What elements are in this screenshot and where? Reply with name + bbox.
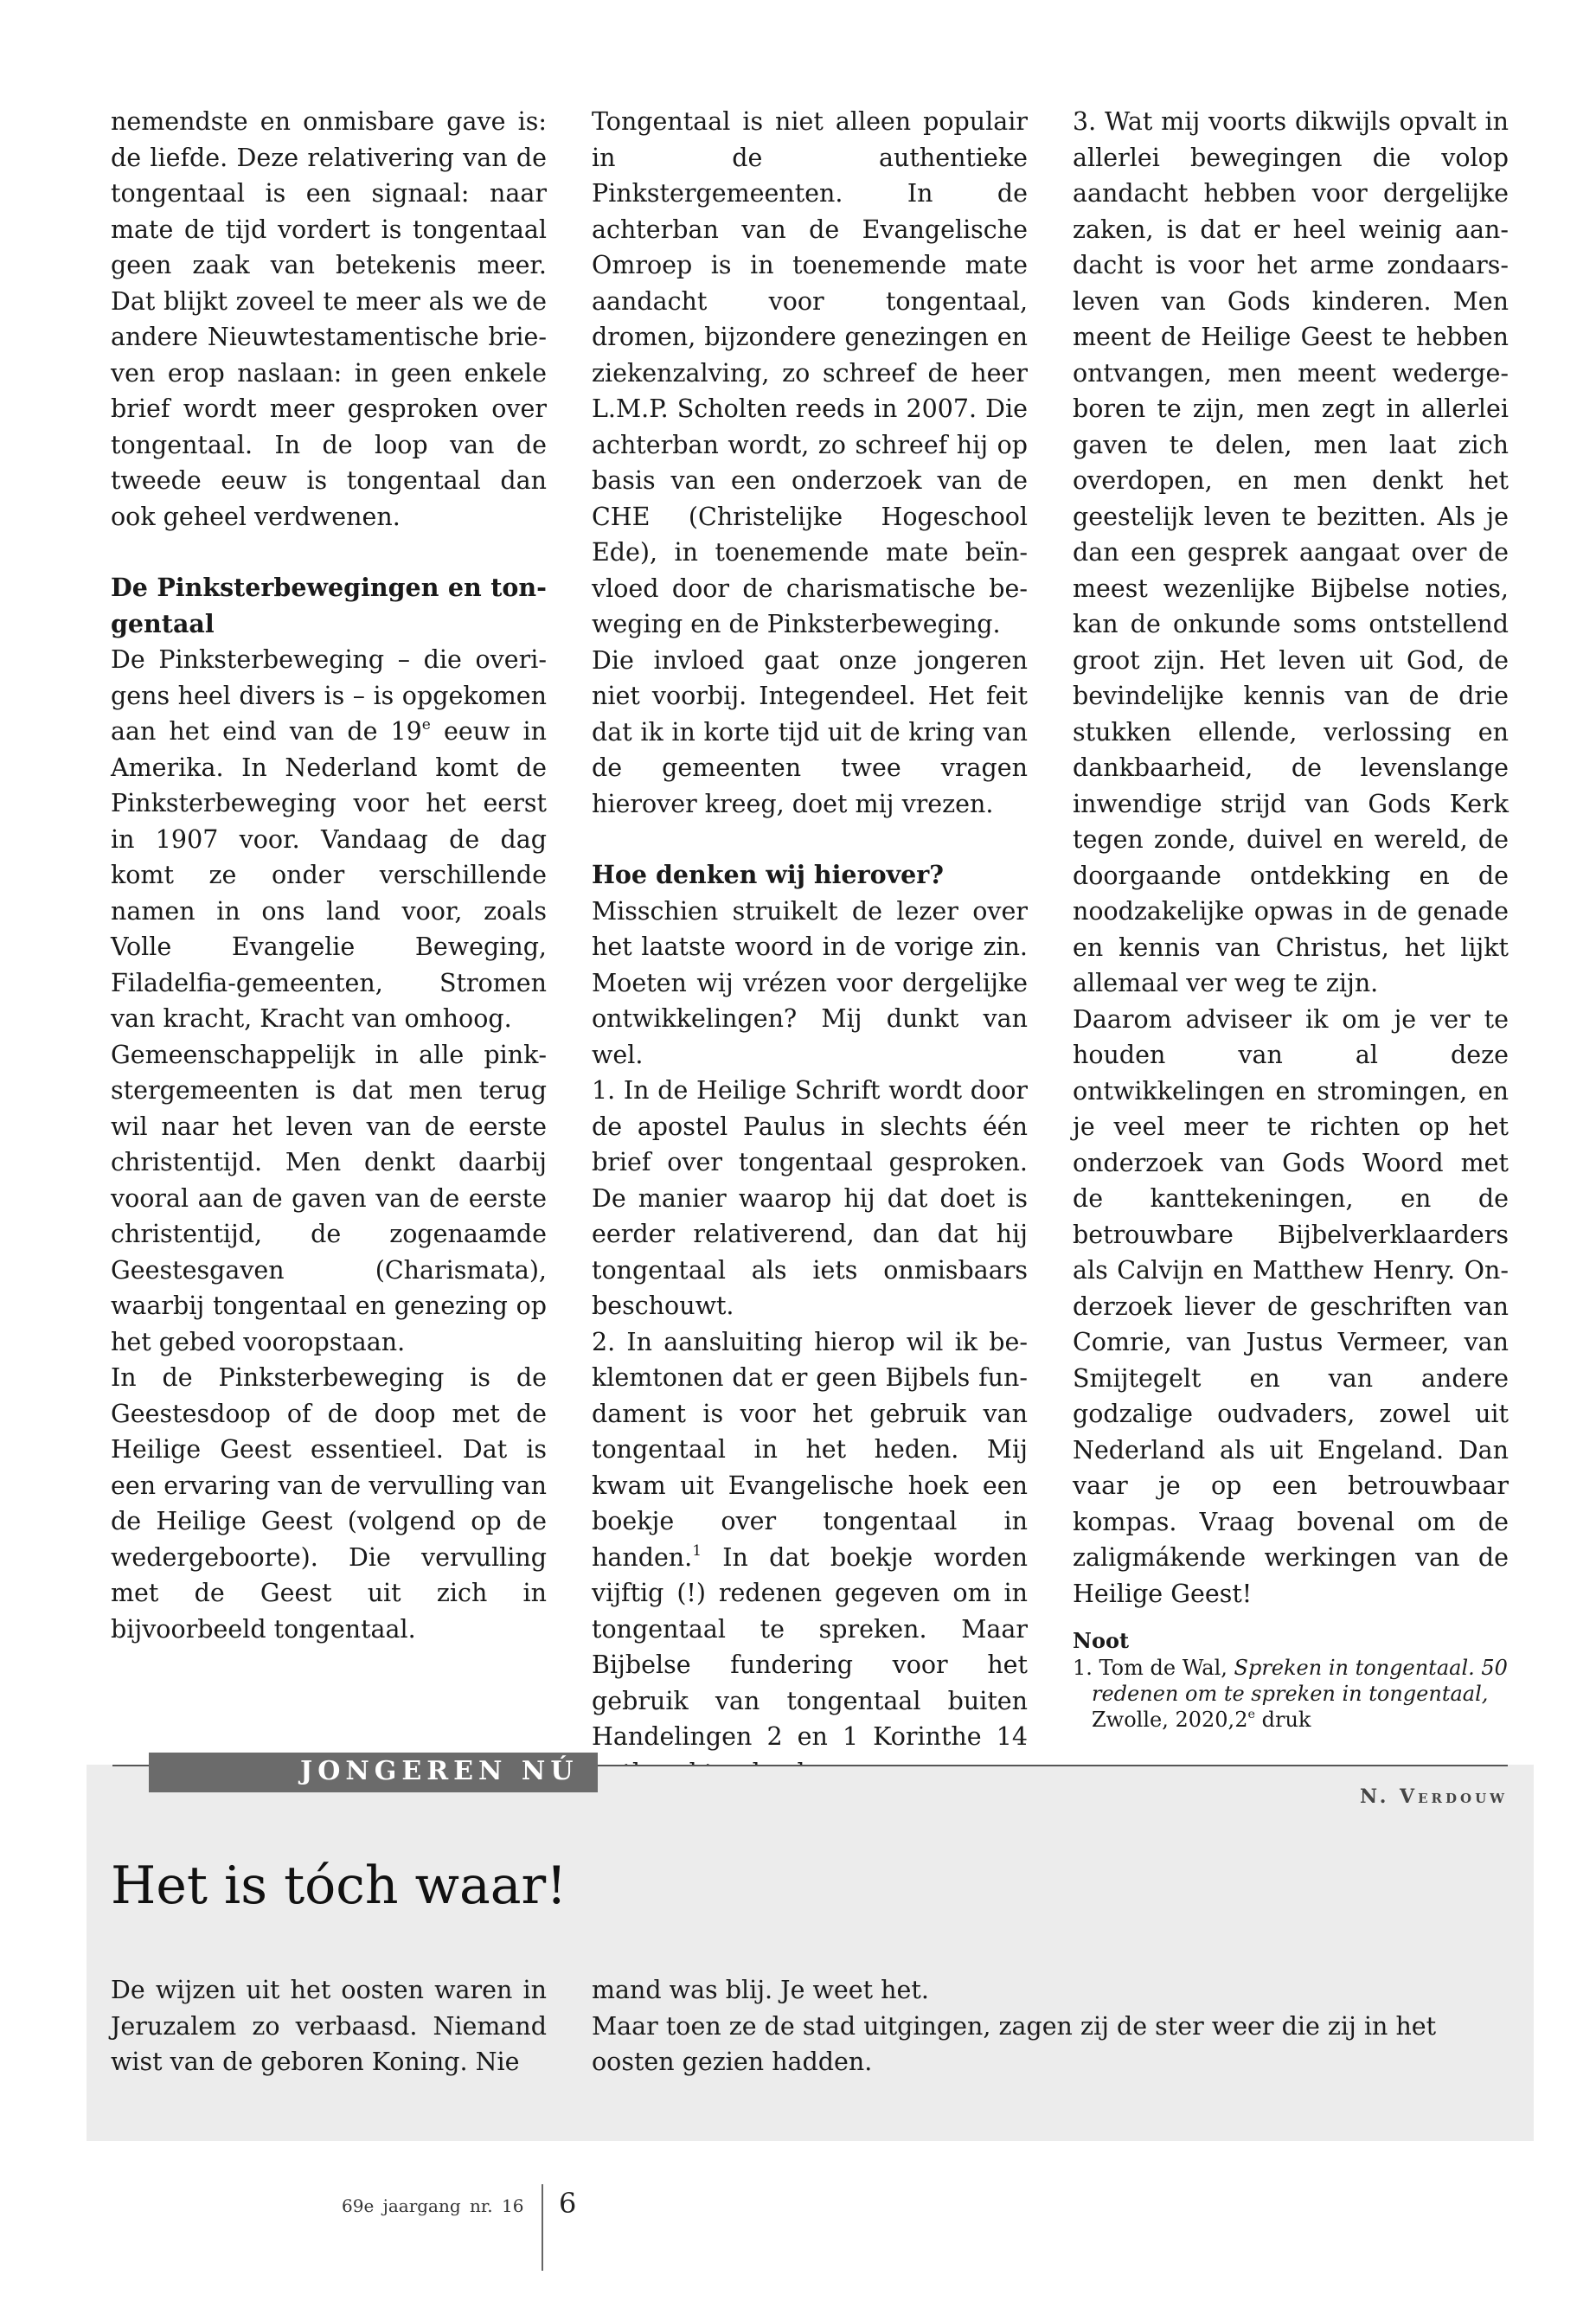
paragraph: Misschien struikelt de lezer over het laatste woord in de vorige zin. Moeten wij vrézen voor dergelijke ontwikkelingen? Mij dunkt van wel. xyxy=(592,896,1028,1069)
section-heading-hoe-denken-wij: Hoe denken wij hierover? xyxy=(592,860,945,889)
paragraph: 2. In aansluiting hierop wil ik beklemtonen dat er geen Bijbels fundament is voor het gebruik van tongentaal in het heden. Mij kwam uit Evangelische hoek een boekje over tongentaal in handen.$^1$ In dat boekje worden vijftig (!) redenen gegeven om in tongentaal te spreken. Maar Bijbelse fundering voor het gebruik van tongentaal buiten Handelingen 2 en 1 Korinthe 14 xyxy=(592,1327,1028,1751)
author-name: N. Verdouw xyxy=(1360,1785,1508,1808)
article-column-2 xyxy=(592,104,1028,1791)
footnotes-heading: Noot xyxy=(1073,1628,1130,1653)
paragraph: Maar toen ze de stad uitgingen, zagen zij de ster weer die zij in het oosten gezien hadden. xyxy=(592,2011,1437,2076)
divider xyxy=(112,1765,149,1766)
footnote-reference: 1 xyxy=(692,1541,702,1560)
section-heading-pinksterbewegingen: De Pinksterbewegingen en tongentaal xyxy=(111,573,547,638)
rubric-label: JONGEREN NÚ xyxy=(300,1756,579,1786)
paragraph: In de Pinksterbeweging is de Geestesdoop of de doop met de Heilige Geest essentieel. Dat is een ervaring van de vervulling van de Heilige Geest (volgend op de wedergeboorte). Die vervulling met de Geest uit zich in bijvoorbeeld tongentaal. xyxy=(111,1363,547,1644)
paragraph: 3. Wat mij voorts dikwijls opvalt in allerlei bewegingen die volop aandacht hebben voor dergelijke zaken, is dat er heel weinig aandacht is voor het arme zondaarsleven van Gods kinderen. Men meent de Heilige Geest te hebben ontvangen, men meent wedergeboren te zijn, men zegt in allerlei gaven te delen, men laat zich overdopen, en men denkt het geestelijk leven te bezitten. Als je dan een gesprek aangaat over de meest wezenlijke Bijbelse noties, kan de onkunde soms ontstellend groot zijn. Het leven uit God, de bevindelijke kennis van de drie stukken ellende, verlossing en dankbaarheid, de levenslange inwendige strijd van Gods Kerk tegen zonde, duivel en wereld, de doorgaande ontdekking en de noodzakelijke opwas in de genade en kennis van Christus, het lijkt allemaal ver weg te zijn. xyxy=(1073,107,1509,997)
paragraph: De Pinksterbeweging – die overigens heel divers is – is opgekomen aan het eind van de 19e eeuw in Amerika. In Nederland komt de Pinksterbeweging voor het eerst in 1907 voor. Vandaag de dag komt ze onder verschillende namen in ons land voor, zoals Volle Evangelie Beweging, Filadelfia-gemeenten, Stromen van kracht, Kracht van omhoog. xyxy=(111,645,547,1033)
article-column-1 xyxy=(111,104,547,1647)
paragraph: nemendste en onmisbare gave is: de liefde. Deze relativering van de tongentaal is een signaal: naar mate de tijd vordert is tongentaal geen zaak van betekenis meer. Dat blijkt zoveel te meer als we de andere Nieuwtestamentische brieven erop naslaan: in geen enkele brief wordt meer gesproken over tongentaal. In de loop van de tweede eeuw is tongentaal dan ook geheel verdwenen. xyxy=(111,107,547,531)
paragraph: Die invloed gaat onze jongeren niet voorbij. Integendeel. Het feit dat ik in korte tijd uit de kring van de gemeenten twee vragen hierover kreeg, doet mij vrezen. xyxy=(592,645,1028,818)
page-number: 6 xyxy=(559,2187,577,2220)
article-column-3 xyxy=(1073,104,1509,1733)
divider xyxy=(598,1765,1508,1766)
footnote-1: 1. Tom de Wal, Spreken in tongentaal. 50 redenen om te spreken in tongentaal, Zwolle, 2020,2e druk xyxy=(1073,1656,1508,1732)
footnotes xyxy=(1073,1627,1509,1733)
paragraph: De wijzen uit het oosten waren in Jeruzalem zo verbaasd. Niemand wist van de geboren Koning. Nie xyxy=(111,1976,547,2076)
article-title: Het is tóch waar! xyxy=(111,1856,567,1916)
jongeren-nu-panel xyxy=(87,1756,1534,2141)
paragraph: Tongentaal is niet alleen populair in de authentieke Pinkstergemeenten. In de achterban van de Evangelische Omroep is in toenemende mate aandacht voor tongentaal, dromen, bijzondere genezingen en ziekenzalving, zo schreef de heer L.M.P. Scholten reeds in 2007. Die achterban wordt, zo schreef hij op basis van een onderzoek van de CHE (Christelijke Hogeschool Ede), in toenemende mate beïnvloed door de charismatische beweging en de Pinksterbeweging. xyxy=(592,107,1028,638)
panel-column-2 xyxy=(592,1972,1500,2080)
issue-info: 69e jaargang nr. 16 xyxy=(342,2195,524,2216)
footer-divider xyxy=(542,2184,543,2271)
paragraph: mand was blij. Je weet het. xyxy=(592,1976,929,2004)
paragraph: Daarom adviseer ik om je ver te houden van al deze ontwikkelingen en stromingen, en je veel meer te richten op het onderzoek van Gods Woord met de kanttekeningen, en de betrouwbare Bijbelverklaarders als Calvijn en Matthew Henry. Onderzoek liever de geschriften van Comrie, van Justus Vermeer, van Smijtegelt en van andere godzalige oudvaders, zowel uit Nederland als uit Engeland. Dan vaar je op een betrouwbaar kompas. Vraag bovenal om de zaligmákende werkingen van de Heilige Geest! xyxy=(1073,1004,1509,1608)
paragraph: Gemeenschappelijk in alle pinkstergemeenten is dat men terug wil naar het leven van de eerste christentijd. Men denkt daarbij vooral aan de gaven van de eerste christentijd, de zogenaamde Geestesgaven (Charismata), waarbij tongentaal en genezing op het gebed vooropstaan. xyxy=(111,1040,547,1356)
paragraph: 1. In de Heilige Schrift wordt door de apostel Paulus in slechts één brief over tongentaal gesproken. De manier waarop hij dat doet is eerder relativerend, dan dat hij tongentaal als iets onmisbaars beschouwt. xyxy=(592,1076,1028,1320)
rubric-banner xyxy=(149,1753,598,1792)
panel-column-1 xyxy=(111,1972,547,2080)
